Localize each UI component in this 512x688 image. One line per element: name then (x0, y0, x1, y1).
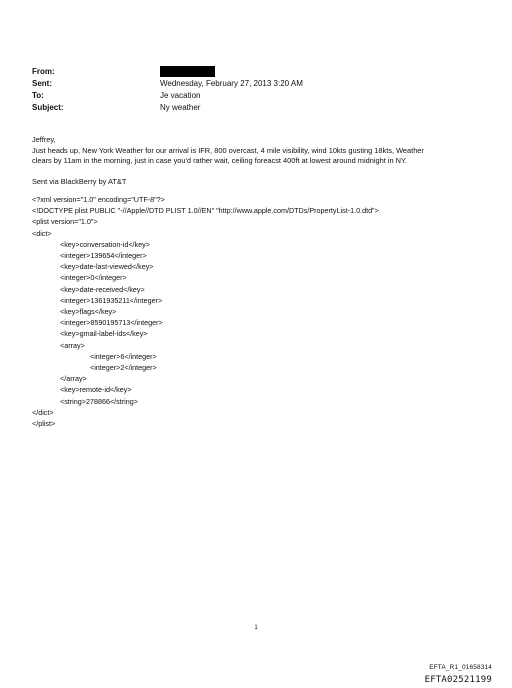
xml-line: <array> (60, 340, 85, 350)
subject-row (32, 102, 472, 114)
to-row (32, 90, 472, 102)
sent-row (32, 78, 472, 90)
xml-line: <integer>139654</integer> (60, 251, 147, 261)
to-label: To: (32, 91, 44, 100)
bates-number-large: EFTA02521199 (424, 675, 492, 685)
redaction-box (160, 66, 215, 77)
xml-line: <key>flags</key> (60, 307, 117, 317)
greeting: Jeffrey, (32, 135, 56, 144)
xml-line: <?xml version="1.0" encoding="UTF-8"?> (32, 195, 165, 204)
bates-number-small: EFTA_R1_01658314 (429, 664, 492, 671)
page-number: 1 (254, 625, 258, 631)
xml-line: </dict> (32, 407, 54, 417)
xml-line: <plist version="1.0"> (32, 217, 98, 227)
xml-line: <integer>0</integer> (60, 273, 127, 283)
from-row (32, 66, 472, 78)
email-header (32, 66, 472, 114)
subject-value: Ny weather (160, 103, 201, 112)
xml-line: <integer>8590195713</integer> (60, 318, 163, 328)
xml-line: <integer>2</integer> (90, 363, 157, 373)
message-line-2: clears by 11am in the morning, just in case you'd rather wait, ceiling foreacst 400ft at lowest around midnight in NY. (32, 156, 407, 166)
xml-line: <dict> (32, 228, 52, 238)
xml-line: <key>conversation-id</key> (60, 239, 150, 249)
xml-line: <key>date-received</key> (60, 284, 145, 294)
from-value (160, 66, 472, 78)
sent-label: Sent: (32, 79, 52, 88)
subject-label: Subject: (32, 103, 64, 112)
xml-line: <key>gmail-label-ids</key> (60, 329, 148, 339)
message-line-1: Just heads up, New York Weather for our arrival is IFR, 800 overcast, 4 mile visibility, wind 10kts gusting 18kts, Weather (32, 145, 424, 155)
sent-value: Wednesday, February 27, 2013 3:20 AM (160, 79, 303, 88)
xml-line: <integer>1361935211</integer> (60, 295, 163, 305)
signature: Sent via BlackBerry by AT&T (32, 176, 127, 186)
to-value: Je vacation (160, 91, 201, 100)
xml-line: <key>date-last-viewed</key> (60, 262, 154, 272)
xml-line: <!DOCTYPE plist PUBLIC "-//Apple//DTD PLIST 1.0//EN" "http://www.apple.com/DTDs/PropertyList-1.0.dtd"> (32, 206, 379, 216)
xml-line: </plist> (32, 419, 56, 429)
xml-line: <integer>6</integer> (90, 351, 157, 361)
xml-line: <string>278866</string> (60, 396, 138, 406)
xml-line: <key>remote-id</key> (60, 385, 132, 395)
from-label: From: (32, 67, 55, 76)
spacer (32, 167, 480, 177)
email-body (32, 135, 480, 187)
xml-line: </array> (60, 374, 87, 384)
plist-block (32, 194, 482, 429)
